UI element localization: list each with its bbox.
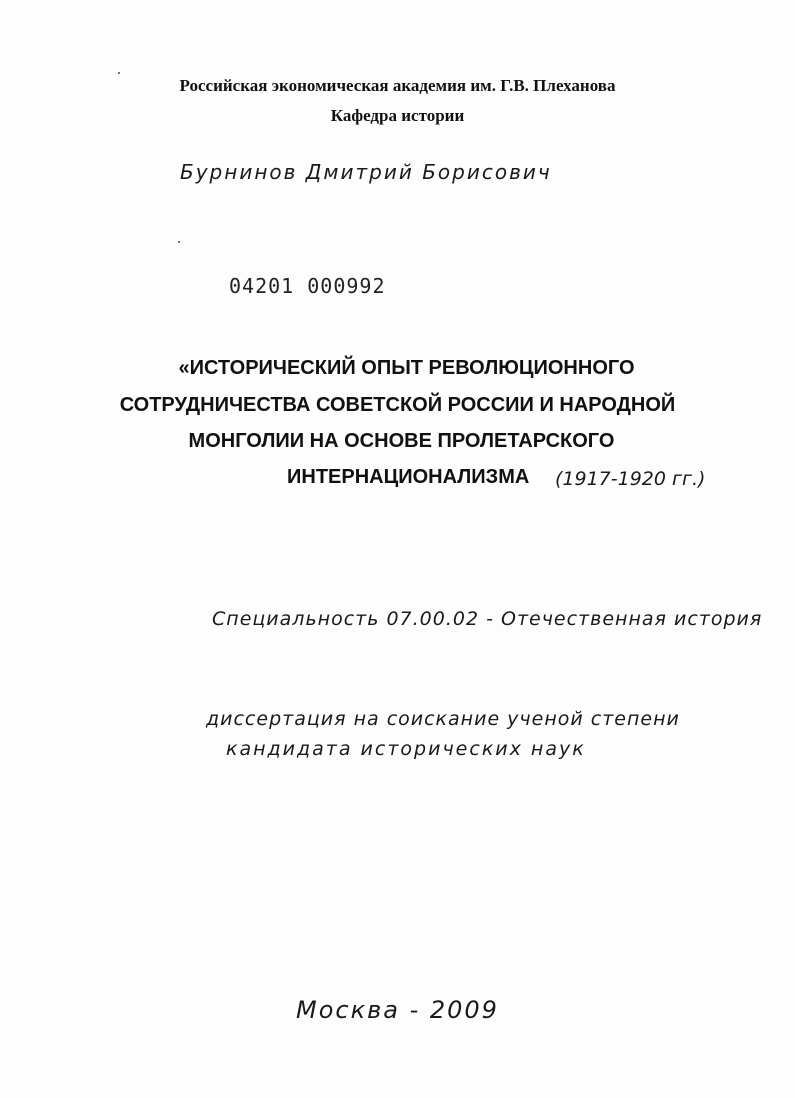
title-line-4: ИНТЕРНАЦИОНАЛИЗМА [287, 466, 530, 488]
degree-line-1-handwritten: диссертация на соискание ученой степени [206, 708, 680, 730]
title-line-2: СОТРУДНИЧЕСТВА СОВЕТСКОЙ РОССИИ И НАРОДНОЙ [119, 394, 676, 416]
catalog-number: 04201 000992 [229, 274, 386, 298]
scan-speck [178, 241, 180, 243]
author-name-handwritten: Бурнинов Дмитрий Борисович [180, 160, 552, 184]
place-year-handwritten: Москва - 2009 [296, 996, 499, 1024]
scan-speck [118, 72, 120, 74]
degree-line-2-handwritten: кандидата исторических наук [226, 738, 586, 760]
title-line-1: «ИСТОРИЧЕСКИЙ ОПЫТ РЕВОЛЮЦИОННОГО [178, 357, 635, 379]
department-name: Кафедра истории [330, 106, 465, 125]
institution-name: Российская экономическая академия им. Г.В. Плеханова [179, 76, 616, 95]
title-years-handwritten: (1917-1920 гг.) [555, 468, 706, 490]
title-line-3: МОНГОЛИИ НА ОСНОВЕ ПРОЛЕТАРСКОГО [188, 430, 615, 452]
specialty-handwritten: Специальность 07.00.02 - Отечественная история [212, 608, 763, 630]
